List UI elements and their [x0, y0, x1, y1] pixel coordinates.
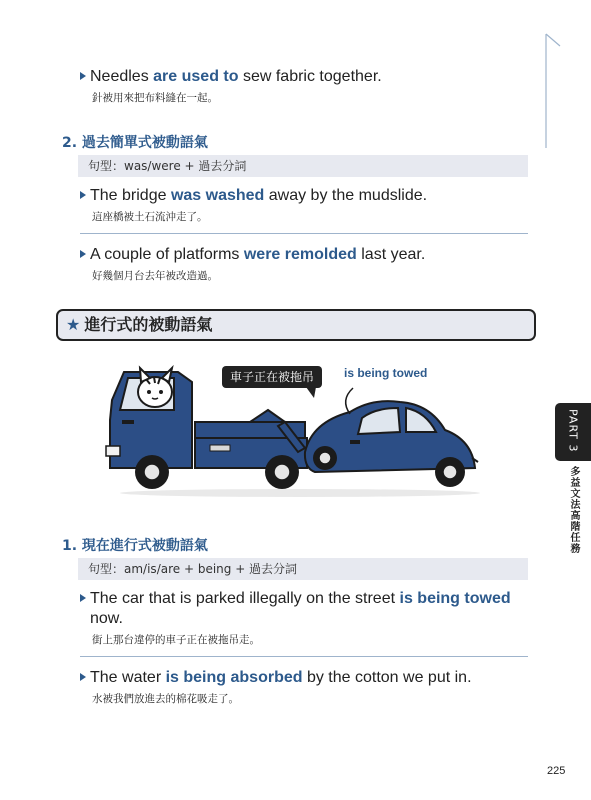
- section1-example-1-en-line2: now.: [90, 610, 123, 627]
- progressive-section-title: ★ 進行式的被動語氣: [56, 309, 536, 341]
- chapter-title-vertical: 多益文法高階任務: [568, 466, 579, 554]
- bubble-tail-icon: [304, 387, 318, 399]
- section2-pattern: 句型：was/were + 過去分詞: [78, 155, 528, 177]
- bullet-triangle-icon: [80, 250, 86, 258]
- corner-decoration: [540, 28, 591, 148]
- section1-example-1-en: The car that is parked illegally on the street is being towed: [80, 590, 511, 608]
- example-top-en: Needles are used to sew fabric together.: [80, 68, 382, 86]
- section1-heading: 1. 現在進行式被動語氣: [62, 538, 208, 554]
- bullet-triangle-icon: [80, 673, 86, 681]
- bullet-triangle-icon: [80, 594, 86, 602]
- section2-heading: 2. 過去簡單式被動語氣: [62, 135, 208, 151]
- page-number: 225: [547, 765, 566, 777]
- section1-example-2-zh: 水被我們放進去的棉花吸走了。: [92, 693, 239, 705]
- speech-label-en: is being towed: [344, 366, 428, 380]
- separator: [80, 233, 528, 234]
- bullet-triangle-icon: [80, 72, 86, 80]
- bullet-triangle-icon: [80, 191, 86, 199]
- example-top-zh: 針被用來把布料縫在一起。: [92, 92, 218, 104]
- star-icon: ★: [66, 315, 81, 334]
- section1-pattern: 句型：am/is/are + being + 過去分詞: [78, 558, 528, 580]
- section2-example-1-zh: 這座橋被土石流沖走了。: [92, 211, 208, 223]
- section2-example-2-en: A couple of platforms were remolded last year.: [80, 246, 425, 264]
- speech-bubble-zh: 車子正在被拖吊: [222, 366, 322, 388]
- section1-example-2-en: The water is being absorbed by the cotton we put in.: [80, 669, 472, 687]
- part-tab: PART 3: [555, 403, 591, 461]
- section1-example-1-zh: 街上那台違停的車子正在被拖吊走。: [92, 634, 260, 646]
- section2-example-1-en: The bridge was washed away by the mudslide.: [80, 187, 427, 205]
- separator: [80, 656, 528, 657]
- section2-example-2-zh: 好幾個月台去年被改造過。: [92, 270, 218, 282]
